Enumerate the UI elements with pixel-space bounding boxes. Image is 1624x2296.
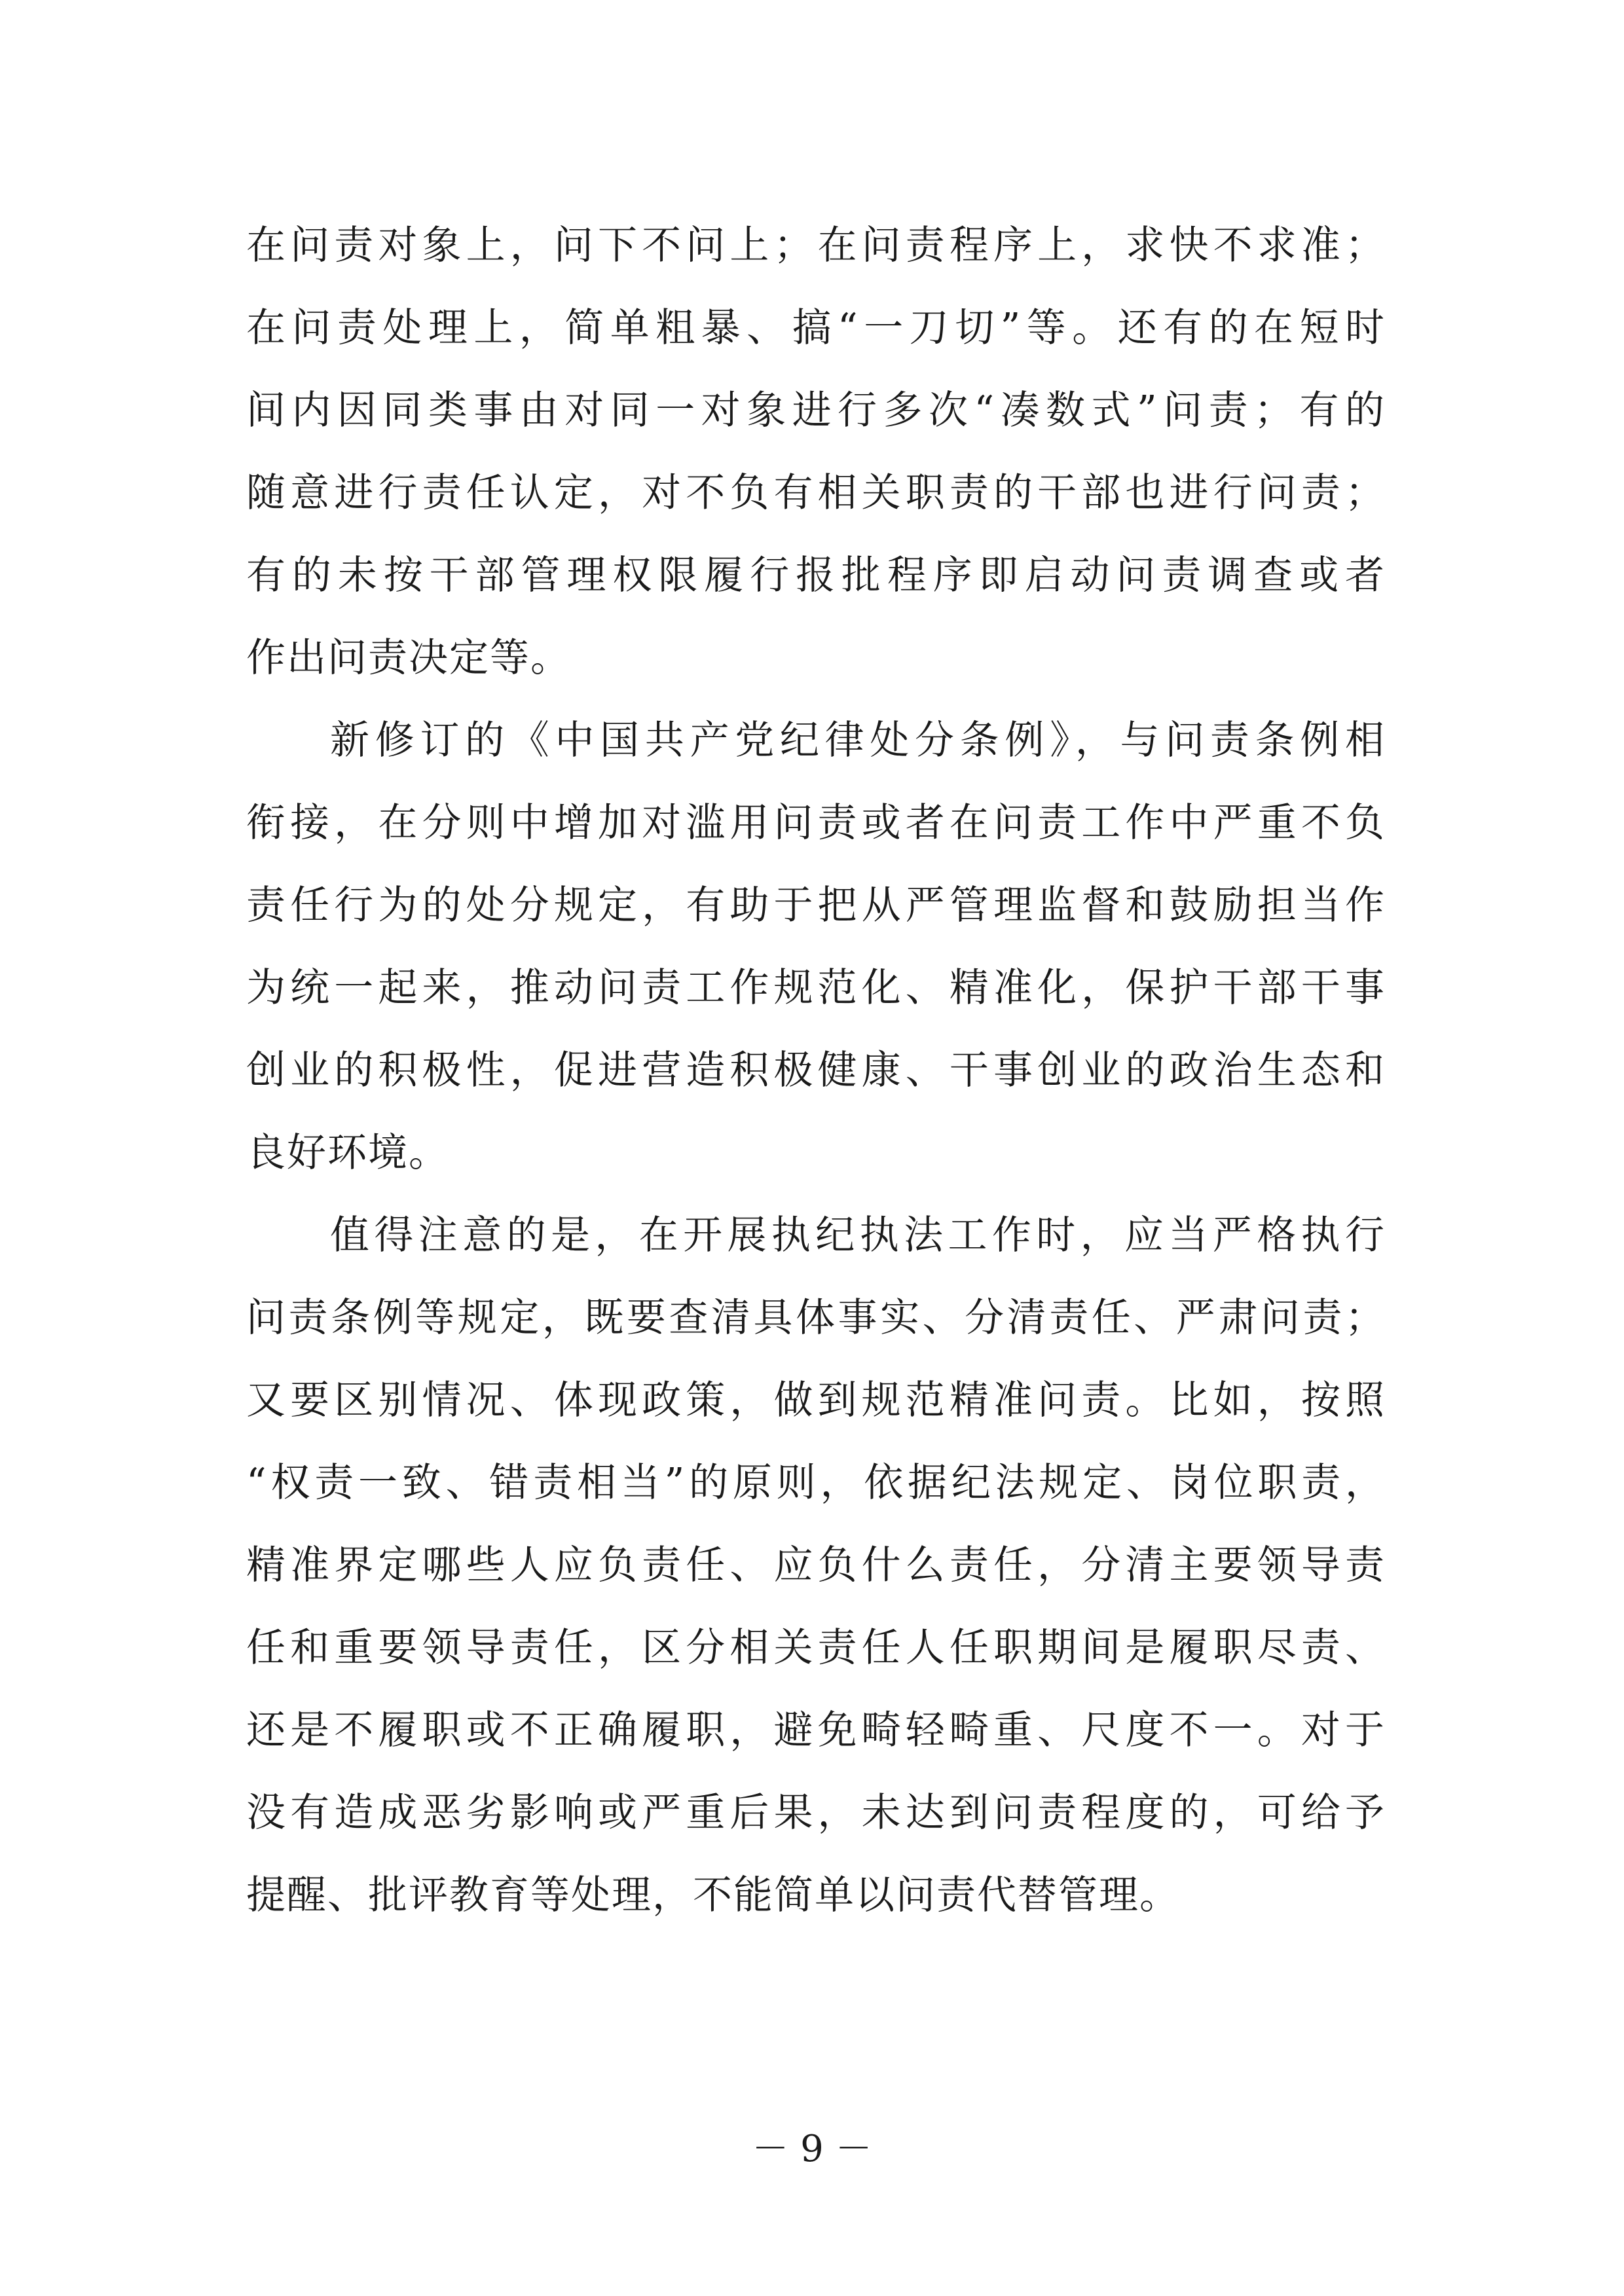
text-line: 没有造成恶劣影响或严重后果，未达到问责程度的，可给予	[246, 1790, 1386, 1836]
text-line: 为统一起来，推动问责工作规范化、精准化，保护干部干事	[246, 965, 1386, 1011]
text-line: 又要区别情况、体现政策，做到规范精准问责。比如，按照	[246, 1377, 1386, 1423]
body-text	[246, 204, 1386, 1937]
text-line: “权责一致、错责相当”的原则，依据纪法规定、岗位职责，	[246, 1460, 1386, 1506]
text-line: 提醒、批评教育等处理，不能简单以问责代替管理。	[246, 1872, 1180, 1918]
paragraph-3	[246, 1194, 1386, 1937]
paragraph-1	[246, 204, 1386, 699]
text-line: 责任行为的处分规定，有助于把从严管理监督和鼓励担当作	[246, 883, 1386, 928]
text-line: 在问责对象上，问下不问上；在问责程序上，求快不求准；	[246, 223, 1386, 268]
page-number: － 9 －	[752, 2128, 872, 2170]
text-line: 问责条例等规定，既要查清具体事实、分清责任、严肃问责；	[246, 1295, 1386, 1341]
text-line: 值得注意的是，在开展执纪执法工作时，应当严格执行	[330, 1212, 1386, 1258]
text-line: 良好环境。	[246, 1130, 449, 1176]
text-line: 精准界定哪些人应负责任、应负什么责任，分清主要领导责	[246, 1542, 1386, 1588]
text-line: 衔接，在分则中增加对滥用问责或者在问责工作中严重不负	[246, 800, 1386, 846]
text-line: 有的未按干部管理权限履行报批程序即启动问责调查或者	[246, 553, 1386, 598]
text-line: 创业的积极性，促进营造积极健康、干事创业的政治生态和	[246, 1048, 1386, 1093]
paragraph-2	[246, 699, 1386, 1194]
text-line: 间内因同类事由对同一对象进行多次“凑数式”问责；有的	[246, 388, 1386, 433]
text-line: 任和重要领导责任，区分相关责任人任职期间是履职尽责、	[246, 1625, 1386, 1671]
text-line: 在问责处理上，简单粗暴、搞“一刀切”等。还有的在短时	[246, 305, 1386, 351]
text-line: 新修订的《中国共产党纪律处分条例》，与问责条例相	[330, 718, 1386, 763]
text-line: 随意进行责任认定，对不负有相关职责的干部也进行问责；	[246, 470, 1386, 516]
text-line: 作出问责决定等。	[246, 635, 571, 681]
text-line: 还是不履职或不正确履职，避免畸轻畸重、尺度不一。对于	[246, 1707, 1386, 1753]
